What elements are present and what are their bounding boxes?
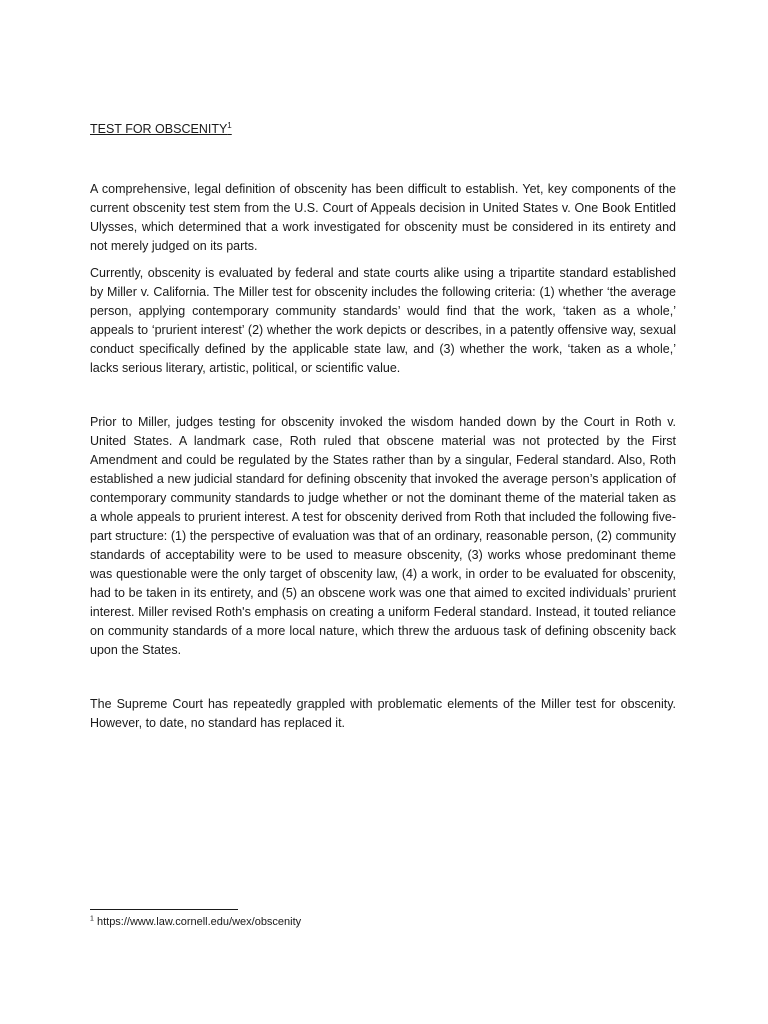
title-footnote-marker: 1 [227,120,232,130]
paragraph-spacer [90,256,676,264]
footnote-marker: 1 [90,915,94,923]
paragraph-spacer [90,660,676,687]
paragraph-spacer [90,378,676,405]
paragraph-spacer [90,405,676,413]
document-body [90,120,676,733]
footnote [90,915,676,930]
paragraph-conclusion: The Supreme Court has repeatedly grappled with problematic elements of the Miller test for obscenity. However, to date, no standard has replaced it. [90,697,676,730]
document-title [90,120,676,139]
footnote-section [90,909,676,930]
footnote-separator [90,909,238,910]
paragraph-roth: Prior to Miller, judges testing for obscenity invoked the wisdom handed down by the Court in Roth v. United States. A landmark case, Roth ruled that obscene material was not protected by the First Amendment and could be regulated by the States rather than by a singular, Federal standard. Also, Roth established a new judicial standard for defining obscenity that invoked the average person’s application of contemporary community standards to judge whether or not the dominant theme of the material taken as a whole appeals to prurient interest. A test for obscenity derived from Roth that included the following five-part structure: (1) the perspective of evaluation was that of an ordinary, reasonable person, (2) community standards of acceptability were to be used to measure obscenity, (3) works whose predominant theme was questionable were the only target of obscenity law, (4) a work, in order to be evaluated for obscenity, had to be taken in its entirety, and (5) an obscene work was one that aimed to excited individuals’ prurient interest. Miller revised Roth's emphasis on creating a uniform Federal standard. Instead, it touted reliance on community standards of a more local nature, which threw the arduous task of defining obscenity back upon the States. [90,415,676,657]
paragraph-miller-test: Currently, obscenity is evaluated by federal and state courts alike using a tripartite standard established by Miller v. California. The Miller test for obscenity includes the following criteria: (1) whether ‘the average person, applying contemporary community standards’ would find that the work, ‘taken as a whole,’ appeals to ‘prurient interest’ (2) whether the work depicts or describes, in a patently offensive way, sexual conduct specifically defined by the applicable state law, and (3) whether the work, ‘taken as a whole,’ lacks serious literary, artistic, political, or scientific value. [90,266,676,375]
title-text: TEST FOR OBSCENITY [90,122,228,136]
paragraph-ulysses: A comprehensive, legal definition of obscenity has been difficult to establish. Yet, key components of the current obscenity test stem from the U.S. Court of Appeals decision in United States v. One Book Entitled Ulysses, which determined that a work investigated for obscenity must be considered in its entirety and not merely judged on its parts. [90,182,676,253]
footnote-link[interactable]: https://www.law.cornell.edu/wex/obscenity [93,916,302,928]
paragraph-spacer [90,687,676,695]
